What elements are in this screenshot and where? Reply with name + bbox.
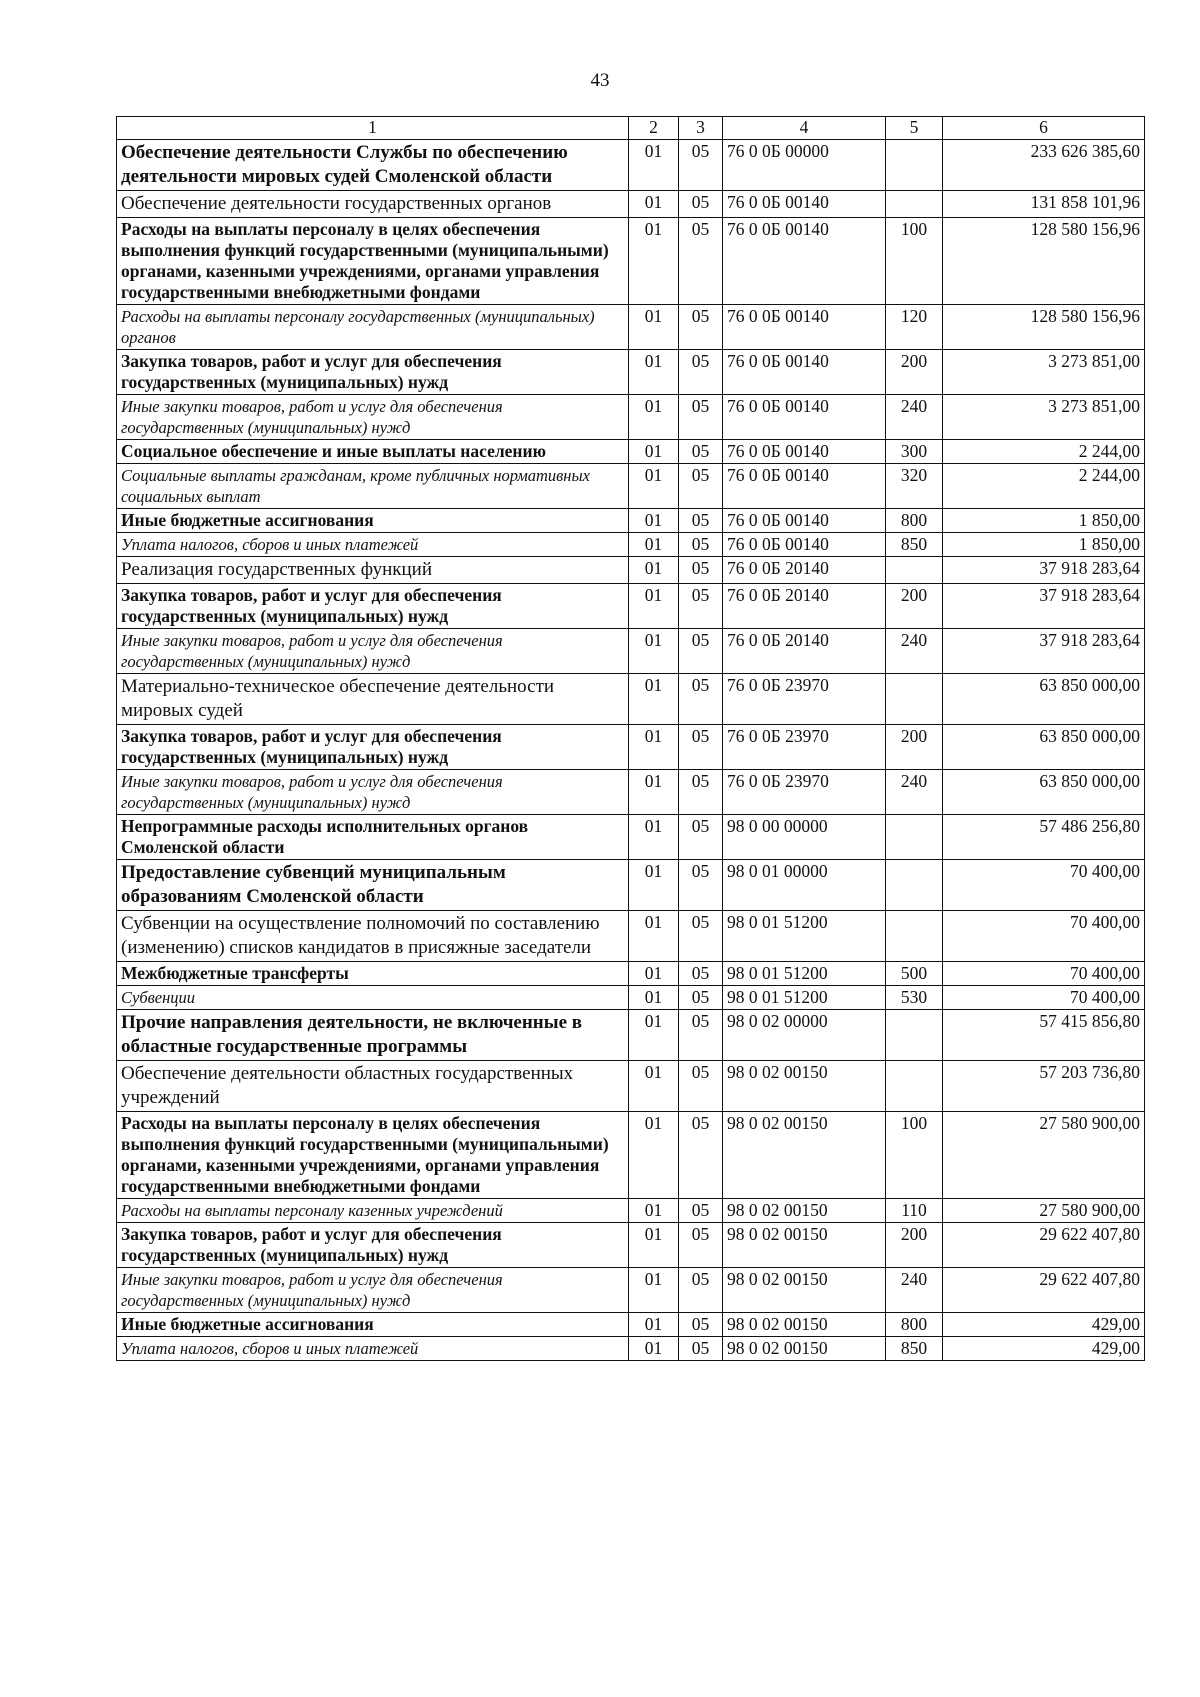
section-code: 01 bbox=[629, 533, 679, 557]
page-number: 43 bbox=[590, 70, 610, 91]
section-code: 01 bbox=[629, 1313, 679, 1337]
target-article-code: 98 0 02 00150 bbox=[723, 1199, 886, 1223]
expense-type-code: 240 bbox=[886, 629, 943, 674]
section-code: 01 bbox=[629, 1337, 679, 1361]
table-row bbox=[117, 140, 1145, 191]
column-header-2: 2 bbox=[629, 117, 679, 140]
table-row bbox=[117, 350, 1145, 395]
amount: 37 918 283,64 bbox=[943, 629, 1145, 674]
table-row bbox=[117, 557, 1145, 584]
table-row bbox=[117, 1112, 1145, 1199]
expense-type-code: 300 bbox=[886, 440, 943, 464]
section-code: 01 bbox=[629, 395, 679, 440]
subsection-code: 05 bbox=[679, 1061, 723, 1112]
subsection-code: 05 bbox=[679, 305, 723, 350]
target-article-code: 76 0 0Б 23970 bbox=[723, 770, 886, 815]
expense-type-code: 200 bbox=[886, 725, 943, 770]
expense-type-code: 200 bbox=[886, 350, 943, 395]
row-name: Иные закупки товаров, работ и услуг для обеспечения государственных (муниципальных) нужд bbox=[117, 1268, 629, 1313]
subsection-code: 05 bbox=[679, 557, 723, 584]
amount: 27 580 900,00 bbox=[943, 1112, 1145, 1199]
amount: 27 580 900,00 bbox=[943, 1199, 1145, 1223]
table-row bbox=[117, 962, 1145, 986]
expense-type-code: 800 bbox=[886, 1313, 943, 1337]
subsection-code: 05 bbox=[679, 1268, 723, 1313]
table-row bbox=[117, 440, 1145, 464]
column-header-6: 6 bbox=[943, 117, 1145, 140]
subsection-code: 05 bbox=[679, 440, 723, 464]
subsection-code: 05 bbox=[679, 464, 723, 509]
row-name: Иные закупки товаров, работ и услуг для обеспечения государственных (муниципальных) нужд bbox=[117, 770, 629, 815]
table-row bbox=[117, 218, 1145, 305]
section-code: 01 bbox=[629, 1223, 679, 1268]
table-row bbox=[117, 770, 1145, 815]
amount: 128 580 156,96 bbox=[943, 218, 1145, 305]
amount: 57 415 856,80 bbox=[943, 1010, 1145, 1061]
section-code: 01 bbox=[629, 509, 679, 533]
expense-type-code: 850 bbox=[886, 533, 943, 557]
section-code: 01 bbox=[629, 584, 679, 629]
table-row bbox=[117, 464, 1145, 509]
subsection-code: 05 bbox=[679, 860, 723, 911]
expense-type-code: 100 bbox=[886, 1112, 943, 1199]
expense-type-code: 240 bbox=[886, 770, 943, 815]
expense-type-code bbox=[886, 911, 943, 962]
expense-type-code: 200 bbox=[886, 584, 943, 629]
expense-type-code: 500 bbox=[886, 962, 943, 986]
target-article-code: 76 0 0Б 00140 bbox=[723, 533, 886, 557]
expense-type-code: 120 bbox=[886, 305, 943, 350]
subsection-code: 05 bbox=[679, 1337, 723, 1361]
target-article-code: 98 0 02 00000 bbox=[723, 1010, 886, 1061]
row-name: Расходы на выплаты персоналу государственных (муниципальных) органов bbox=[117, 305, 629, 350]
target-article-code: 76 0 0Б 20140 bbox=[723, 557, 886, 584]
row-name: Обеспечение деятельности областных государственных учреждений bbox=[117, 1061, 629, 1112]
row-name: Иные закупки товаров, работ и услуг для обеспечения государственных (муниципальных) нужд bbox=[117, 395, 629, 440]
subsection-code: 05 bbox=[679, 725, 723, 770]
table-row bbox=[117, 1313, 1145, 1337]
amount: 37 918 283,64 bbox=[943, 584, 1145, 629]
subsection-code: 05 bbox=[679, 218, 723, 305]
expense-type-code: 530 bbox=[886, 986, 943, 1010]
row-name: Межбюджетные трансферты bbox=[117, 962, 629, 986]
amount: 3 273 851,00 bbox=[943, 395, 1145, 440]
subsection-code: 05 bbox=[679, 1223, 723, 1268]
target-article-code: 98 0 02 00150 bbox=[723, 1337, 886, 1361]
expense-type-code: 200 bbox=[886, 1223, 943, 1268]
subsection-code: 05 bbox=[679, 911, 723, 962]
subsection-code: 05 bbox=[679, 770, 723, 815]
amount: 429,00 bbox=[943, 1337, 1145, 1361]
row-name: Предоставление субвенций муниципальным образованиям Смоленской области bbox=[117, 860, 629, 911]
expense-type-code: 240 bbox=[886, 1268, 943, 1313]
amount: 70 400,00 bbox=[943, 911, 1145, 962]
expense-type-code bbox=[886, 191, 943, 218]
row-name: Иные закупки товаров, работ и услуг для обеспечения государственных (муниципальных) нужд bbox=[117, 629, 629, 674]
column-header-3: 3 bbox=[679, 117, 723, 140]
table-body bbox=[117, 140, 1145, 1361]
subsection-code: 05 bbox=[679, 584, 723, 629]
expense-type-code bbox=[886, 815, 943, 860]
section-code: 01 bbox=[629, 305, 679, 350]
section-code: 01 bbox=[629, 770, 679, 815]
amount: 70 400,00 bbox=[943, 986, 1145, 1010]
row-name: Реализация государственных функций bbox=[117, 557, 629, 584]
target-article-code: 76 0 0Б 00140 bbox=[723, 440, 886, 464]
amount: 63 850 000,00 bbox=[943, 674, 1145, 725]
row-name: Закупка товаров, работ и услуг для обеспечения государственных (муниципальных) нужд bbox=[117, 350, 629, 395]
target-article-code: 76 0 0Б 00140 bbox=[723, 395, 886, 440]
target-article-code: 76 0 0Б 00140 bbox=[723, 509, 886, 533]
amount: 2 244,00 bbox=[943, 440, 1145, 464]
section-code: 01 bbox=[629, 1112, 679, 1199]
section-code: 01 bbox=[629, 986, 679, 1010]
column-header-5: 5 bbox=[886, 117, 943, 140]
row-name: Закупка товаров, работ и услуг для обеспечения государственных (муниципальных) нужд bbox=[117, 584, 629, 629]
target-article-code: 76 0 0Б 00140 bbox=[723, 305, 886, 350]
target-article-code: 76 0 0Б 23970 bbox=[723, 725, 886, 770]
table-row bbox=[117, 191, 1145, 218]
table-row bbox=[117, 1223, 1145, 1268]
row-name: Расходы на выплаты персоналу в целях обеспечения выполнения функций государственными (муниципальными) органами, казенными учреждениями, органами управления государственными внебюджетными фондами bbox=[117, 218, 629, 305]
row-name: Обеспечение деятельности Службы по обеспечению деятельности мировых судей Смоленской области bbox=[117, 140, 629, 191]
section-code: 01 bbox=[629, 911, 679, 962]
subsection-code: 05 bbox=[679, 350, 723, 395]
section-code: 01 bbox=[629, 218, 679, 305]
row-name: Закупка товаров, работ и услуг для обеспечения государственных (муниципальных) нужд bbox=[117, 725, 629, 770]
expense-type-code: 800 bbox=[886, 509, 943, 533]
subsection-code: 05 bbox=[679, 395, 723, 440]
expense-type-code: 100 bbox=[886, 218, 943, 305]
target-article-code: 98 0 01 51200 bbox=[723, 962, 886, 986]
target-article-code: 98 0 02 00150 bbox=[723, 1268, 886, 1313]
row-name: Субвенции bbox=[117, 986, 629, 1010]
section-code: 01 bbox=[629, 464, 679, 509]
table-row bbox=[117, 1199, 1145, 1223]
target-article-code: 98 0 02 00150 bbox=[723, 1313, 886, 1337]
row-name: Уплата налогов, сборов и иных платежей bbox=[117, 533, 629, 557]
target-article-code: 76 0 0Б 00000 bbox=[723, 140, 886, 191]
table-row bbox=[117, 395, 1145, 440]
subsection-code: 05 bbox=[679, 962, 723, 986]
amount: 63 850 000,00 bbox=[943, 725, 1145, 770]
section-code: 01 bbox=[629, 1010, 679, 1061]
table-row bbox=[117, 1010, 1145, 1061]
row-name: Обеспечение деятельности государственных органов bbox=[117, 191, 629, 218]
row-name: Социальное обеспечение и иные выплаты населению bbox=[117, 440, 629, 464]
expense-type-code bbox=[886, 140, 943, 191]
section-code: 01 bbox=[629, 440, 679, 464]
row-name: Расходы на выплаты персоналу в целях обеспечения выполнения функций государственными (муниципальными) органами, казенными учреждениями, органами управления государственными внебюджетными фондами bbox=[117, 1112, 629, 1199]
row-name: Расходы на выплаты персоналу казенных учреждений bbox=[117, 1199, 629, 1223]
row-name: Субвенции на осуществление полномочий по составлению (изменению) списков кандидатов в присяжные заседатели bbox=[117, 911, 629, 962]
amount: 1 850,00 bbox=[943, 509, 1145, 533]
section-code: 01 bbox=[629, 860, 679, 911]
row-name: Прочие направления деятельности, не включенные в областные государственные программы bbox=[117, 1010, 629, 1061]
expense-type-code bbox=[886, 1010, 943, 1061]
target-article-code: 98 0 02 00150 bbox=[723, 1061, 886, 1112]
table-row bbox=[117, 509, 1145, 533]
table-row bbox=[117, 533, 1145, 557]
expense-type-code: 240 bbox=[886, 395, 943, 440]
section-code: 01 bbox=[629, 629, 679, 674]
amount: 57 203 736,80 bbox=[943, 1061, 1145, 1112]
row-name: Материально-техническое обеспечение деятельности мировых судей bbox=[117, 674, 629, 725]
expense-type-code: 320 bbox=[886, 464, 943, 509]
table-row bbox=[117, 815, 1145, 860]
amount: 37 918 283,64 bbox=[943, 557, 1145, 584]
subsection-code: 05 bbox=[679, 674, 723, 725]
amount: 70 400,00 bbox=[943, 962, 1145, 986]
amount: 29 622 407,80 bbox=[943, 1268, 1145, 1313]
amount: 1 850,00 bbox=[943, 533, 1145, 557]
column-header-1: 1 bbox=[117, 117, 629, 140]
expense-type-code: 850 bbox=[886, 1337, 943, 1361]
target-article-code: 98 0 00 00000 bbox=[723, 815, 886, 860]
expense-type-code bbox=[886, 1061, 943, 1112]
table-row bbox=[117, 725, 1145, 770]
amount: 29 622 407,80 bbox=[943, 1223, 1145, 1268]
row-name: Иные бюджетные ассигнования bbox=[117, 509, 629, 533]
subsection-code: 05 bbox=[679, 1112, 723, 1199]
amount: 70 400,00 bbox=[943, 860, 1145, 911]
table-row bbox=[117, 1061, 1145, 1112]
target-article-code: 76 0 0Б 20140 bbox=[723, 584, 886, 629]
budget-table bbox=[116, 116, 1145, 1361]
amount: 63 850 000,00 bbox=[943, 770, 1145, 815]
section-code: 01 bbox=[629, 140, 679, 191]
target-article-code: 98 0 02 00150 bbox=[723, 1112, 886, 1199]
section-code: 01 bbox=[629, 962, 679, 986]
subsection-code: 05 bbox=[679, 815, 723, 860]
section-code: 01 bbox=[629, 725, 679, 770]
target-article-code: 98 0 01 51200 bbox=[723, 986, 886, 1010]
section-code: 01 bbox=[629, 1061, 679, 1112]
subsection-code: 05 bbox=[679, 1313, 723, 1337]
target-article-code: 76 0 0Б 23970 bbox=[723, 674, 886, 725]
expense-type-code bbox=[886, 674, 943, 725]
subsection-code: 05 bbox=[679, 191, 723, 218]
amount: 57 486 256,80 bbox=[943, 815, 1145, 860]
section-code: 01 bbox=[629, 350, 679, 395]
expense-type-code bbox=[886, 557, 943, 584]
section-code: 01 bbox=[629, 815, 679, 860]
target-article-code: 76 0 0Б 00140 bbox=[723, 191, 886, 218]
target-article-code: 98 0 01 00000 bbox=[723, 860, 886, 911]
target-article-code: 98 0 02 00150 bbox=[723, 1223, 886, 1268]
table-row bbox=[117, 629, 1145, 674]
target-article-code: 76 0 0Б 00140 bbox=[723, 464, 886, 509]
row-name: Уплата налогов, сборов и иных платежей bbox=[117, 1337, 629, 1361]
amount: 2 244,00 bbox=[943, 464, 1145, 509]
table-row bbox=[117, 674, 1145, 725]
amount: 429,00 bbox=[943, 1313, 1145, 1337]
subsection-code: 05 bbox=[679, 629, 723, 674]
table-row bbox=[117, 986, 1145, 1010]
section-code: 01 bbox=[629, 1199, 679, 1223]
subsection-code: 05 bbox=[679, 509, 723, 533]
row-name: Закупка товаров, работ и услуг для обеспечения государственных (муниципальных) нужд bbox=[117, 1223, 629, 1268]
subsection-code: 05 bbox=[679, 1199, 723, 1223]
table-row bbox=[117, 1268, 1145, 1313]
table-header-row bbox=[117, 117, 1145, 140]
row-name: Иные бюджетные ассигнования bbox=[117, 1313, 629, 1337]
table-row bbox=[117, 584, 1145, 629]
table-row bbox=[117, 860, 1145, 911]
table-row bbox=[117, 911, 1145, 962]
section-code: 01 bbox=[629, 191, 679, 218]
row-name: Непрограммные расходы исполнительных органов Смоленской области bbox=[117, 815, 629, 860]
amount: 3 273 851,00 bbox=[943, 350, 1145, 395]
subsection-code: 05 bbox=[679, 986, 723, 1010]
expense-type-code bbox=[886, 860, 943, 911]
subsection-code: 05 bbox=[679, 1010, 723, 1061]
subsection-code: 05 bbox=[679, 140, 723, 191]
section-code: 01 bbox=[629, 557, 679, 584]
target-article-code: 76 0 0Б 00140 bbox=[723, 350, 886, 395]
table-row bbox=[117, 305, 1145, 350]
amount: 131 858 101,96 bbox=[943, 191, 1145, 218]
expense-type-code: 110 bbox=[886, 1199, 943, 1223]
target-article-code: 98 0 01 51200 bbox=[723, 911, 886, 962]
section-code: 01 bbox=[629, 1268, 679, 1313]
section-code: 01 bbox=[629, 674, 679, 725]
row-name: Социальные выплаты гражданам, кроме публичных нормативных социальных выплат bbox=[117, 464, 629, 509]
column-header-4: 4 bbox=[723, 117, 886, 140]
table-row bbox=[117, 1337, 1145, 1361]
target-article-code: 76 0 0Б 20140 bbox=[723, 629, 886, 674]
target-article-code: 76 0 0Б 00140 bbox=[723, 218, 886, 305]
amount: 128 580 156,96 bbox=[943, 305, 1145, 350]
amount: 233 626 385,60 bbox=[943, 140, 1145, 191]
subsection-code: 05 bbox=[679, 533, 723, 557]
